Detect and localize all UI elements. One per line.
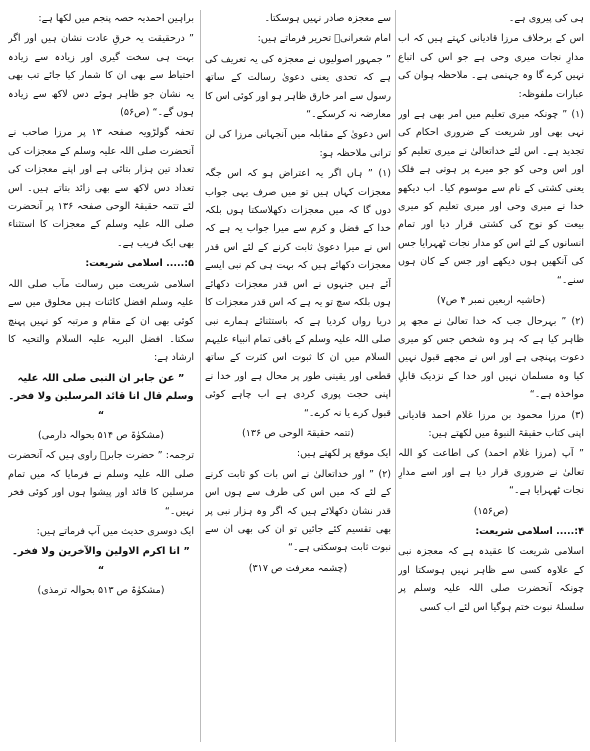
citation: (حاشیہ اربعین نمبر ۴ ص۷) (436, 295, 546, 307)
paragraph: اس دعویٰ کے مقابلہ میں آنجہانی مرزا کی لن ترانی ملاحظہ ہو: (205, 129, 391, 159)
paragraph: اس کے برخلاف مرزا قادیانی کہتے ہیں کہ اب مدارِ نجات میری وحی ہے جو اس کی اتباع نہیں کرے گا وہ جہنمی ہے۔ ملاحظہ ہوان کی عبارات ملفوظہ: (398, 33, 584, 100)
paragraph: (۳) مرزا محمود بن مرزا غلام احمد قادیانی اپنی کتاب حقیقۃ النبوۃ میں لکھتے ہیں: (398, 409, 584, 439)
paragraph: تحفہ گولڑویہ صفحہ ۱۳ پر مرزا صاحب نے آنحضرت صلی اللہ علیہ وسلم کے معجزات کی تعداد تین ہزار بتائی ہے اور اپنے معجزات کی تعداد دس لاکھ سے بھی زائد بتاتے ہیں۔ اس لئے تتمہ حقیقۃ الوحی صفحہ ۱۳۶ پر آنحضرت صلی اللہ علیہ وسلم کے معجزات کا استثناء بھی ایک فریب ہے۔ (8, 127, 194, 249)
paragraph: (۱) ” چونکہ میری تعلیم میں امر بھی ہے اور نہی بھی اور شریعت کے ضروری احکام کی تجدید ہے۔ اس لئے خداتعالیٰ نے میری تعلیم کو اور اس وحی کو جو میرے پر ہوتی ہے فلک یعنی کشتی کے نام سے موسوم کیا۔ اب دیکھو خدا نے میری وحی اور میری تعلیم کو میری بیعت کو نوح کی کشتی قرار دیا اور تمام انسانوں کے لئے اس کو مدار نجات ٹھہرایا جس کی آنکھیں ہوں دیکھے اور جس کے کان ہوں سنے۔“ (398, 109, 584, 286)
column-divider (395, 10, 396, 742)
citation: (تتمہ حقیقۃ الوحی ص ۱۳۶) (241, 427, 355, 439)
paragraph: ” درحقیقت یہ خرقِ عادت نشان ہیں اور اگر بہت ہی سخت گیری اور زیادہ سے زیادہ احتیاط سے بھی ان کا شمار کیا جائے تب بھی یہ نشان جو ظاہر ہوئے دس لاکھ سے زیادہ ہوں گے۔“ (ص۵۶) (8, 33, 194, 119)
citation: (مشکوٰۃ ص ۵۱۴ بحوالہ دارمی) (37, 429, 165, 441)
citation: (ص۱۵۶) (473, 505, 509, 517)
paragraph: (۱) ” ہاں اگر یہ اعتراض ہو کہ اس جگہ معجزات کہاں ہیں تو میں صرف یہی جواب دوں گا کہ میں معجزات دکھلاسکتا ہوں بلکہ خدا کے فضل و کرم سے میرا جواب یہ ہے کہ اس نے میرا دعویٰ ثابت کرنے کے لئے اس قدر معجزات دکھائے ہیں کہ بہت ہی کم نبی ایسے آئے ہیں جنہوں نے اس قدر معجزات دکھائے ہوں بلکہ سچ تو یہ ہے کہ اس قدر معجزات کا دریا رواں کردیا ہے کہ باستثنائے ہمارے نبی صلی اللہ علیہ وسلم کے باقی تمام انبیاء علیہم السلام میں ان کا ثبوت اس کثرت کے ساتھ قطعی اور یقینی طور پر محال ہے اور خدا نے اپنی حجت پوری کردی ہے اب چاہے کوئی قبول کرے یا نہ کرے۔“ (205, 168, 391, 419)
citation: (چشمہ معرفت ص ۳۱۷) (248, 562, 348, 574)
paragraph: (۲) ” اور خداتعالیٰ نے اس بات کو ثابت کرنے کے لئے کہ میں اس کی طرف سے ہوں اس قدر نشان دکھلائے ہیں کہ اگر وہ ہزار نبی پر بھی تقسیم کئے جائیں تو ان کی بھی ان سے نبوت ثابت ہوسکتی ہے۔“ (205, 468, 391, 554)
section-heading: ۴:..... اسلامی شریعت: (475, 525, 584, 537)
paragraph: اسلامی شریعت کا عقیدہ ہے کہ معجزہ نبی کے علاوہ کسی سے ظاہر نہیں ہوسکتا اور چونکہ آنحضرت صلی اللہ علیہ وسلم پر سلسلۂ نبوت ختم ہوگیا اس لئے اب کسی (398, 546, 584, 613)
paragraph: ایک موقع پر لکھتے ہیں: (296, 448, 391, 460)
column-divider (200, 10, 201, 742)
paragraph: ” انا اکرم الاولین والآخرین ولا فخر۔ “ (12, 546, 190, 576)
column-left (8, 10, 194, 745)
paragraph: ” عن جابر ان النبی صلی اللہ علیہ وسلم قال انا قائد المرسلین ولا فخر۔ “ (8, 372, 194, 421)
paragraph: ترجمہ: ” حضرت جابرؓ راوی ہیں کہ آنحضرت صلی اللہ علیہ وسلم نے فرمایا کہ میں تمام مرسلین کا قائد اور پیشوا ہوں اور کوئی فخر نہیں۔“ (8, 450, 194, 517)
column-middle (205, 10, 391, 745)
paragraph: براہین احمدیہ حصہ پنجم میں لکھا ہے: (38, 13, 194, 24)
paragraph: ہی کی پیروی ہے۔ (508, 13, 584, 24)
paragraph: (۲) ” بہرحال جب کہ خدا تعالیٰ نے مجھ پر ظاہر کیا ہے کہ ہر وہ شخص جس کو میری دعوت پہنچی ہے اور اس نے مجھے قبول نہیں کیا وہ مسلمان نہیں اور خدا کے نزدیک قابلِ مواخذہ ہے۔“ (398, 315, 584, 401)
citation: (مشکوٰۃ ص ۵۱۳ بحوالہ ترمذی) (37, 585, 165, 597)
paragraph: امام شعرانیؒ تحریر فرماتے ہیں: (257, 33, 391, 45)
paragraph: اسلامی شریعت میں رسالت مآب صلی اللہ علیہ وسلم افضل کائنات ہیں مخلوق میں سے کوئی بھی ان کے مقام و مرتبہ کو نہیں پہنچ سکتا۔ افضل البریہ علیہ السلام والتحیہ کا ارشاد ہے: (8, 278, 194, 364)
column-right (398, 10, 584, 745)
paragraph: ” آپ (مرزا غلام احمد) کی اطاعت کو اللہ تعالیٰ نے ضروری قرار دیا ہے اور اسے مدارِ نجات ٹھہرایا ہے۔“ (398, 448, 584, 497)
paragraph: سے معجزہ صادر نہیں ہوسکتا۔ (264, 13, 391, 24)
paragraph: ” جمہور اصولیوں نے معجزہ کی یہ تعریف کی ہے کہ تحدی یعنی دعویٰ رسالت کے ساتھ رسول سے امر خارق ظاہر ہو اور کوئی اس کا معارضہ نہ کرسکے۔“ (205, 53, 391, 121)
paragraph: ایک دوسری حدیث میں آپ فرماتے ہیں: (36, 525, 194, 537)
section-heading: ۵:..... اسلامی شریعت: (85, 258, 194, 270)
